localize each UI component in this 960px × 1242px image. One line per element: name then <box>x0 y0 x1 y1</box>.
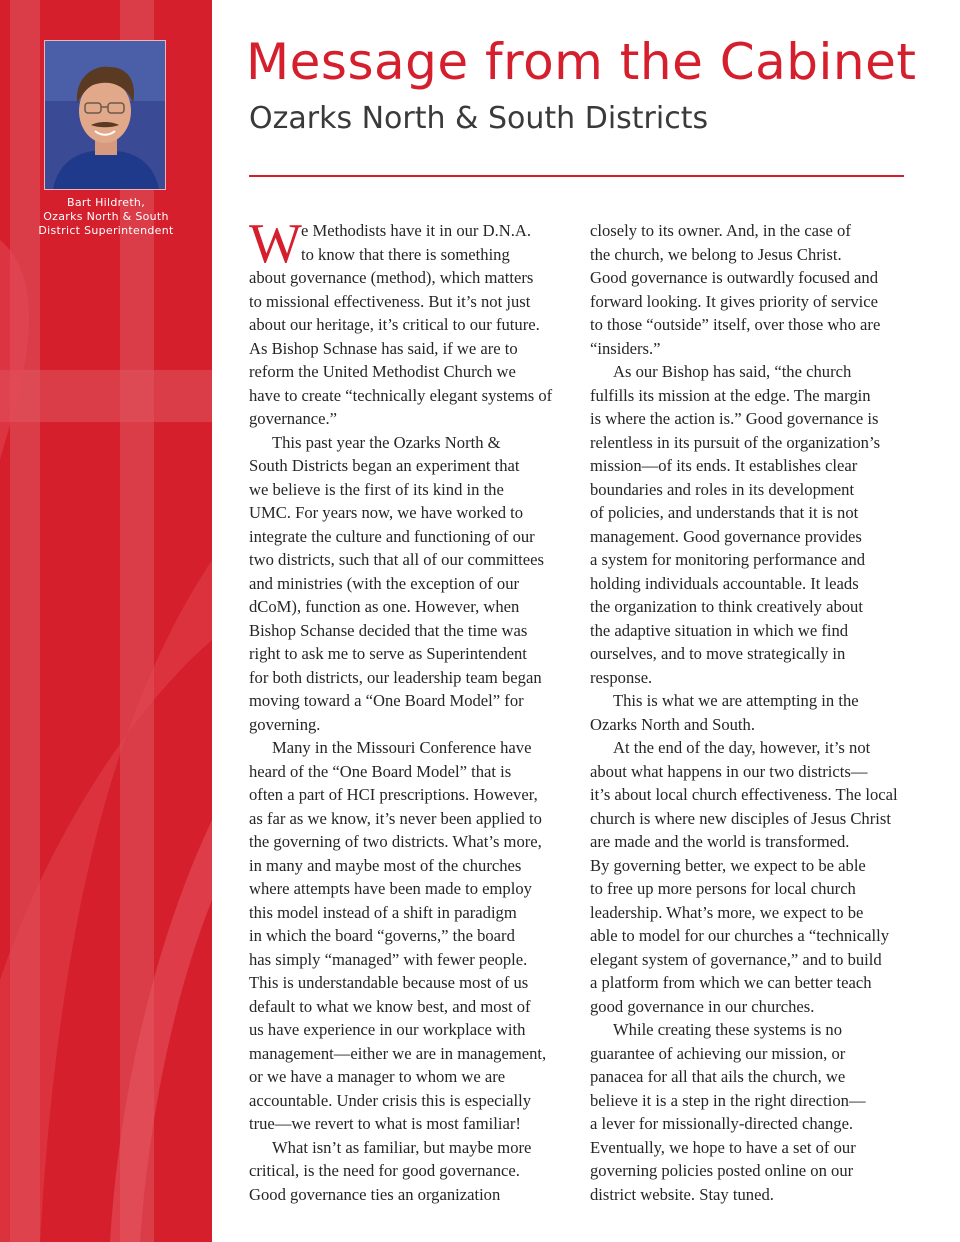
text-line: Eventually, we hope to have a set of our <box>590 1137 856 1157</box>
text-line: the organization to think creatively about <box>590 597 863 616</box>
text-line: governing. <box>249 714 321 734</box>
text-line: ourselves, and to move strategically in <box>590 644 846 663</box>
text-line: As Bishop Schnase has said, if we are to <box>249 338 518 358</box>
text-line: able to model for our churches a “technically <box>590 926 890 945</box>
text-line: This is what we are attempting in the <box>613 691 859 710</box>
text-line: the adaptive situation in which we find <box>590 620 849 640</box>
text-line: As our Bishop has said, “the church <box>613 362 852 381</box>
text-line: While creating these systems is no <box>613 1020 843 1039</box>
text-line: two districts, such that all of our committees <box>249 550 544 569</box>
text-line: about what happens in our two districts— <box>590 761 868 781</box>
text-line: often a part of HCI prescriptions. However, <box>249 785 538 804</box>
text-line: about our heritage, it’s critical to our future. <box>249 315 540 334</box>
text-line: right to ask me to serve as Superintendent <box>249 644 527 663</box>
text-line: of policies, and understands that it is not <box>590 503 859 522</box>
drop-cap: W <box>249 213 302 275</box>
text-line: mission—of its ends. It establishes clear <box>590 456 858 475</box>
text-line: as far as we know, it’s never been applied to <box>249 808 542 828</box>
text-line: e Methodists have it in our D.N.A. <box>301 221 531 240</box>
text-line: South Districts began an experiment that <box>249 456 520 475</box>
sidebar <box>0 0 212 1242</box>
text-line: UMC. For years now, we have worked to <box>249 503 524 522</box>
text-line: have to create “technically elegant systems of <box>249 385 553 405</box>
text-line: where attempts have been made to employ <box>249 879 532 898</box>
text-line: Good governance ties an organization <box>249 1184 501 1204</box>
superintendent-portrait <box>44 40 166 190</box>
text-line: a platform from which we can better teach <box>590 973 872 992</box>
text-line: or we have a manager to whom we are <box>249 1067 506 1086</box>
text-line: are made and the world is transformed. <box>590 832 850 851</box>
text-line: default to what we know best, and most of <box>249 996 531 1016</box>
text-line: heard of the “One Board Model” that is <box>249 761 512 781</box>
portrait-caption <box>20 196 192 238</box>
text-line: governance.” <box>249 409 337 428</box>
text-line: accountable. Under crisis this is especially <box>249 1090 532 1110</box>
text-line: elegant system of governance,” and to build <box>590 949 882 969</box>
text-line: good governance in our churches. <box>590 996 815 1016</box>
article-column-left <box>249 213 565 1206</box>
text-line: “insiders.” <box>590 338 661 358</box>
text-line: us have experience in our workplace with <box>249 1020 526 1039</box>
text-line: church is where new disciples of Jesus Christ <box>590 808 891 828</box>
text-line: moving toward a “One Board Model” for <box>249 691 524 710</box>
text-line: it’s about local church effectiveness. The local <box>590 785 898 804</box>
text-line: At the end of the day, however, it’s not <box>613 738 871 757</box>
text-line: Bishop Schanse decided that the time was <box>249 620 528 640</box>
page-title: Message from the Cabinet <box>246 33 917 91</box>
text-line: This is understandable because most of us <box>249 973 529 992</box>
text-line: to free up more persons for local church <box>590 879 856 898</box>
text-line: boundaries and roles in its development <box>590 479 855 499</box>
text-line: for both districts, our leadership team began <box>249 667 542 687</box>
text-line: in which the board “governs,” the board <box>249 926 515 945</box>
text-line: closely to its owner. And, in the case of <box>590 221 851 240</box>
text-line: to those “outside” itself, over those who are <box>590 315 881 334</box>
text-line: to missional effectiveness. But it’s not just <box>249 291 531 311</box>
text-line: true—we revert to what is most familiar! <box>249 1114 521 1133</box>
text-line: leadership. What’s more, we expect to be <box>590 902 864 922</box>
text-line: This past year the Ozarks North & <box>272 432 501 452</box>
text-line: the church, we belong to Jesus Christ. <box>590 244 842 264</box>
text-line: integrate the culture and functioning of our <box>249 526 535 546</box>
text-line: has simply “managed” with fewer people. <box>249 949 528 969</box>
text-line: the governing of two districts. What’s more, <box>249 832 542 851</box>
text-line: believe it is a step in the right direction— <box>590 1090 866 1110</box>
text-line: forward looking. It gives priority of service <box>590 291 879 311</box>
text-line: a system for monitoring performance and <box>590 550 866 569</box>
header-divider <box>249 175 904 177</box>
text-line: a lever for missionally-directed change. <box>590 1114 854 1133</box>
text-line: we believe is the first of its kind in the <box>249 479 504 499</box>
text-line: reform the United Methodist Church we <box>249 362 516 381</box>
text-line: What isn’t as familiar, but maybe more <box>272 1137 532 1157</box>
text-line: relentless in its pursuit of the organization’s <box>590 432 881 452</box>
text-line: management. Good governance provides <box>590 526 862 546</box>
text-line: Good governance is outwardly focused and <box>590 268 879 287</box>
text-line: in many and maybe most of the churches <box>249 855 522 875</box>
text-line: holding individuals accountable. It leads <box>590 573 859 593</box>
text-line: governing policies posted online on our <box>590 1161 854 1180</box>
caption-name: Bart Hildreth, <box>66 196 145 209</box>
text-line: Many in the Missouri Conference have <box>272 738 532 757</box>
text-line: Ozarks North and South. <box>590 714 755 734</box>
text-line: is where the action is.” Good governance is <box>590 409 879 428</box>
text-line: guarantee of achieving our mission, or <box>590 1043 846 1063</box>
text-line: to know that there is something <box>301 244 510 264</box>
page-subtitle: Ozarks North & South Districts <box>249 101 709 136</box>
text-line: management—either we are in management, <box>249 1043 547 1063</box>
caption-role: District Superintendent <box>38 224 174 237</box>
text-line: this model instead of a shift in paradigm <box>249 902 517 922</box>
text-line: dCoM), function as one. However, when <box>249 597 520 616</box>
text-line: about governance (method), which matters <box>249 268 534 287</box>
text-line: and ministries (with the exception of our <box>249 573 520 593</box>
caption-districts: Ozarks North & South <box>43 210 169 223</box>
text-line: district website. Stay tuned. <box>590 1184 774 1204</box>
text-line: critical, is the need for good governance. <box>249 1161 520 1180</box>
article-column-right <box>590 219 906 1206</box>
text-line: panacea for all that ails the church, we <box>590 1067 846 1086</box>
text-line: By governing better, we expect to be able <box>590 855 866 875</box>
text-line: response. <box>590 667 653 687</box>
text-line: fulfills its mission at the edge. The margin <box>590 385 871 405</box>
